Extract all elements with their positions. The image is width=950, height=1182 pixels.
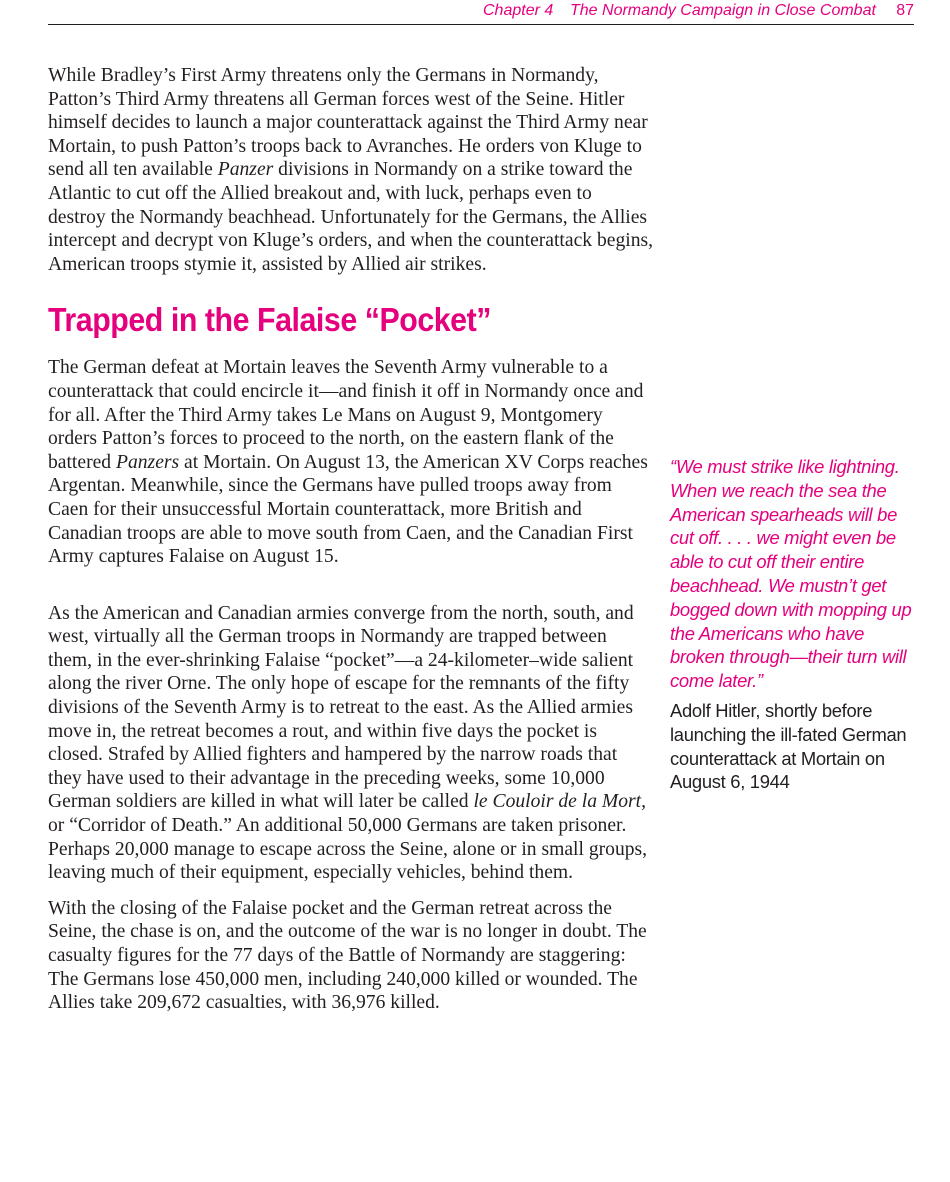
running-header: [48, 0, 914, 25]
paragraph-1-italic: Panzer: [217, 159, 274, 181]
chapter-title: The Normandy Campaign in Close Combat: [570, 2, 876, 19]
main-text-column: [48, 64, 654, 1015]
page-number: 87: [896, 2, 914, 19]
section-heading: Trapped in the Falaise “Pocket”: [48, 301, 491, 339]
sidebar-quote: “We must strike like lightning. When we reach the sea the American spearheads will be cut off. . . . we might even be able to cut off their entire beachhead. We mustn’t get bogged down with mopping up the Americans who have broken through—their turn will come later.”: [670, 456, 912, 692]
paragraph-1: [48, 64, 654, 276]
paragraph-1-text: While Bradley’s First Army threatens only the Germans in Normandy, Patton’s Third Army threatens all German forces west of the Seine. Hitler himself decides to launch a major counterattack against the Third Army near Mortain, to push Patton’s troops back to Avranches. He orders von Kluge to send all ten available: [48, 65, 648, 181]
chapter-label: Chapter 4: [483, 2, 554, 19]
sidebar-quote-box: [670, 455, 920, 794]
paragraph-3: [48, 602, 654, 885]
paragraph-3-text: As the American and Canadian armies converge from the north, south, and west, virtually all the German troops in Normandy are trapped between them, in the ever-shrinking Falaise “pocket”—a 24-kilometer–wide salient along the river Orne. The only hope of escape for the remnants of the fifty divisions of the Seventh Army is to retreat to the east. As the Allied armies move in, the retreat becomes a rout, and within five days the pocket is closed. Strafed by Allied fighters and hampered by the narrow roads that they have used to their advantage in the preceding weeks, some 10,000 German soldiers are killed in what will later be called: [48, 602, 634, 813]
paragraph-1-end: divisions in Normandy on a strike toward the Atlantic to cut off the Allied breakout and, with luck, perhaps even to destroy the Normandy beachhead. Unfortunately for the Germans, the Allies intercept and decrypt von Kluge’s orders, and when the counterattack begins, American troops stymie it, assisted by Allied air strikes.: [48, 159, 654, 275]
paragraph-3-end: or “Corridor of Death.” An additional 50,000 Germans are taken prisoner. Perhaps 20,000 manage to escape across the Seine, alone or in small groups, leaving much of their equipment, especially vehicles, behind them.: [48, 815, 648, 884]
paragraph-2: [48, 356, 654, 568]
sidebar-attribution: Adolf Hitler, shortly before launching the ill-fated German counterattack at Mortain on August 6, 1944: [670, 699, 907, 793]
paragraph-4: With the closing of the Falaise pocket and the German retreat across the Seine, the chase is on, and the outcome of the war is no longer in doubt. The casualty figures for the 77 days of the Battle of Normandy are staggering: The Germans lose 450,000 men, including 240,000 killed or wounded. The Allies take 209,672 casualties, with 36,976 killed.: [48, 897, 647, 1014]
paragraph-3-italic: le Couloir de la Mort,: [473, 791, 646, 813]
paragraph-2-italic: Panzers: [116, 451, 180, 473]
paragraph-2-text: The German defeat at Mortain leaves the Seventh Army vulnerable to a counterattack that could encircle it—and finish it off in Normandy once and for all. After the Third Army takes Le Mans on August 9, Montgomery orders Patton’s forces to proceed to the north, on the eastern flank of the battered: [48, 357, 644, 473]
paragraph-2-end: at Mortain. On August 13, the American XV Corps reaches Argentan. Meanwhile, since the Germans have pulled troops away from Caen for their unsuccessful Mortain counterattack, more British and Canadian troops are able to move south from Caen, and the Canadian First Army captures Falaise on August 15.: [48, 451, 648, 568]
